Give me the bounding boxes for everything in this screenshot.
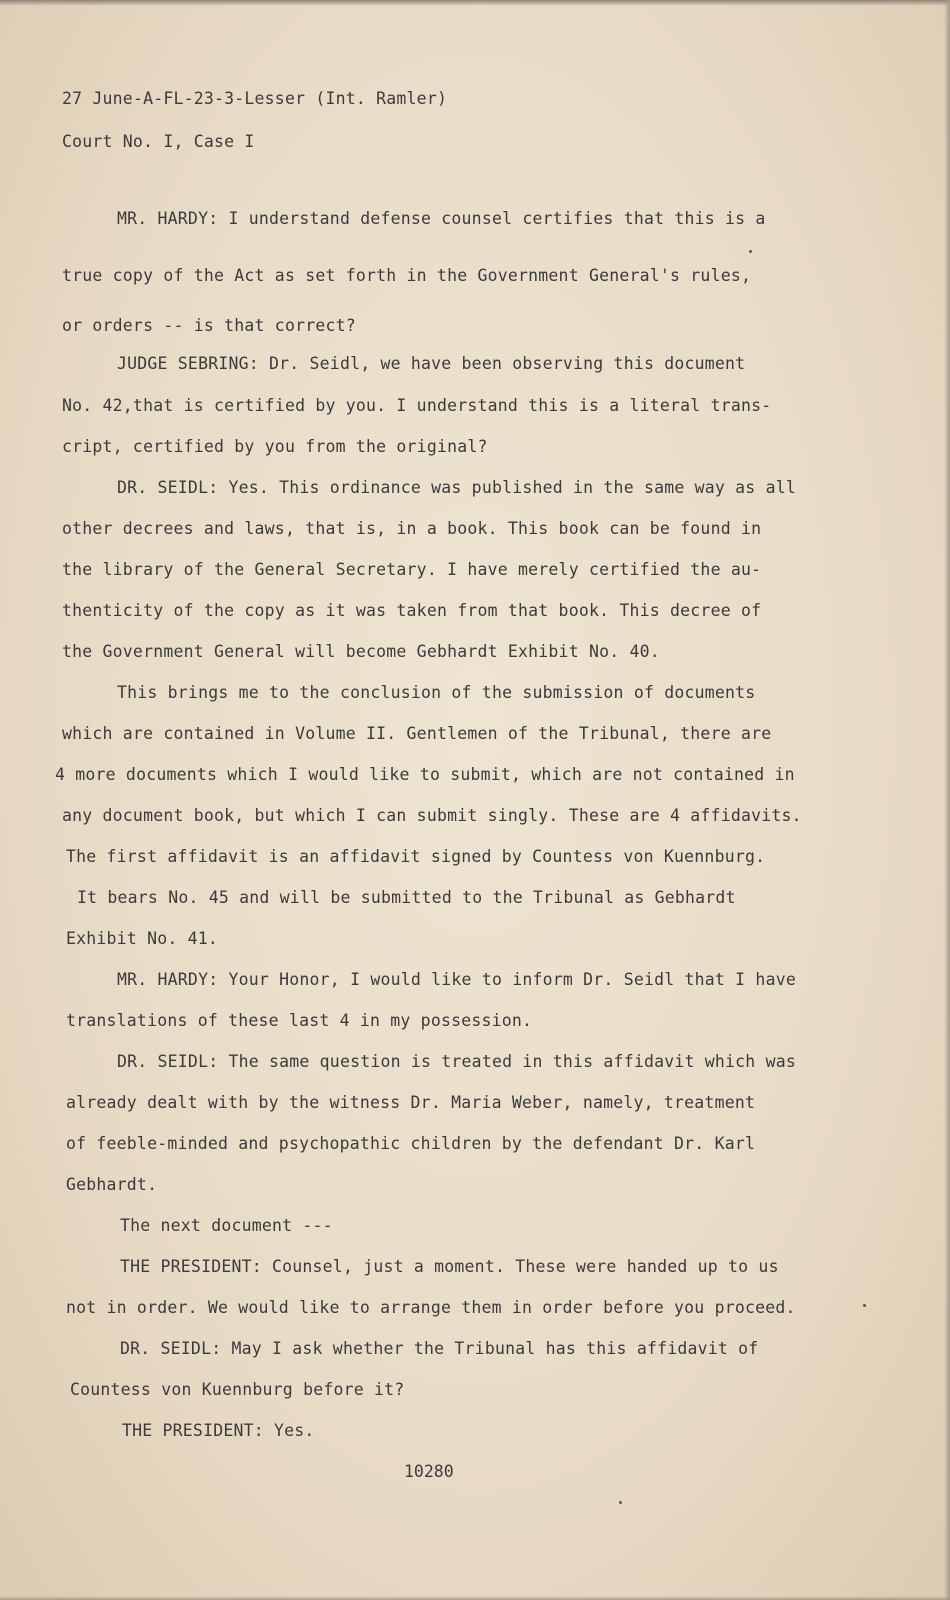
transcript-line: the library of the General Secretary. I have merely certified the au- <box>62 560 762 579</box>
header-court-line: Court No. I, Case I <box>62 132 255 151</box>
page-number: 10280 <box>404 1462 454 1481</box>
transcript-line: THE PRESIDENT: Yes. <box>122 1421 315 1440</box>
transcript-line: THE PRESIDENT: Counsel, just a moment. These were handed up to us <box>120 1257 779 1276</box>
transcript-line: No. 42,that is certified by you. I understand this is a literal trans- <box>62 396 772 415</box>
paper-right-edge <box>944 0 950 1600</box>
transcript-line: Exhibit No. 41. <box>66 929 219 948</box>
transcript-line: translations of these last 4 in my possession. <box>66 1011 533 1030</box>
transcript-line: MR. HARDY: I understand defense counsel certifies that this is a <box>117 209 766 228</box>
transcript-line: It bears No. 45 and will be submitted to the Tribunal as Gebhardt <box>77 888 736 907</box>
transcript-line: not in order. We would like to arrange them in order before you proceed. <box>66 1298 796 1317</box>
transcript-line: JUDGE SEBRING: Dr. Seidl, we have been observing this document <box>117 354 746 373</box>
transcript-line: which are contained in Volume II. Gentlemen of the Tribunal, there are <box>62 724 772 743</box>
transcript-line: DR. SEIDL: May I ask whether the Tribunal has this affidavit of <box>120 1339 759 1358</box>
ink-speck <box>863 1304 866 1307</box>
transcript-line: DR. SEIDL: Yes. This ordinance was published in the same way as all <box>117 478 796 497</box>
transcript-line: any document book, but which I can submit singly. These are 4 affidavits. <box>62 806 802 825</box>
ink-speck <box>749 250 752 253</box>
transcript-line: or orders -- is that correct? <box>62 316 356 335</box>
transcript-line: of feeble-minded and psychopathic children by the defendant Dr. Karl <box>66 1134 756 1153</box>
transcript-line: 4 more documents which I would like to submit, which are not contained in <box>55 765 795 784</box>
transcript-line: DR. SEIDL: The same question is treated in this affidavit which was <box>117 1052 796 1071</box>
paper-bottom-edge <box>0 1596 950 1600</box>
transcript-line: MR. HARDY: Your Honor, I would like to inform Dr. Seidl that I have <box>117 970 796 989</box>
transcript-line: cript, certified by you from the original? <box>62 437 488 456</box>
transcript-line: Countess von Kuennburg before it? <box>70 1380 405 1399</box>
transcript-line: the Government General will become Gebhardt Exhibit No. 40. <box>62 642 660 661</box>
transcript-line: true copy of the Act as set forth in the Government General's rules, <box>62 266 752 285</box>
ink-speck <box>619 1501 622 1504</box>
paper-top-edge <box>0 0 950 6</box>
transcript-line: This brings me to the conclusion of the submission of documents <box>117 683 756 702</box>
transcript-line: already dealt with by the witness Dr. Maria Weber, namely, treatment <box>66 1093 756 1112</box>
transcript-line: other decrees and laws, that is, in a book. This book can be found in <box>62 519 762 538</box>
transcript-line: The next document --- <box>120 1216 333 1235</box>
transcript-line: The first affidavit is an affidavit signed by Countess von Kuennburg. <box>66 847 766 866</box>
header-session-line: 27 June-A-FL-23-3-Lesser (Int. Ramler) <box>62 89 448 108</box>
transcript-line: Gebhardt. <box>66 1175 158 1194</box>
transcript-line: thenticity of the copy as it was taken from that book. This decree of <box>62 601 762 620</box>
